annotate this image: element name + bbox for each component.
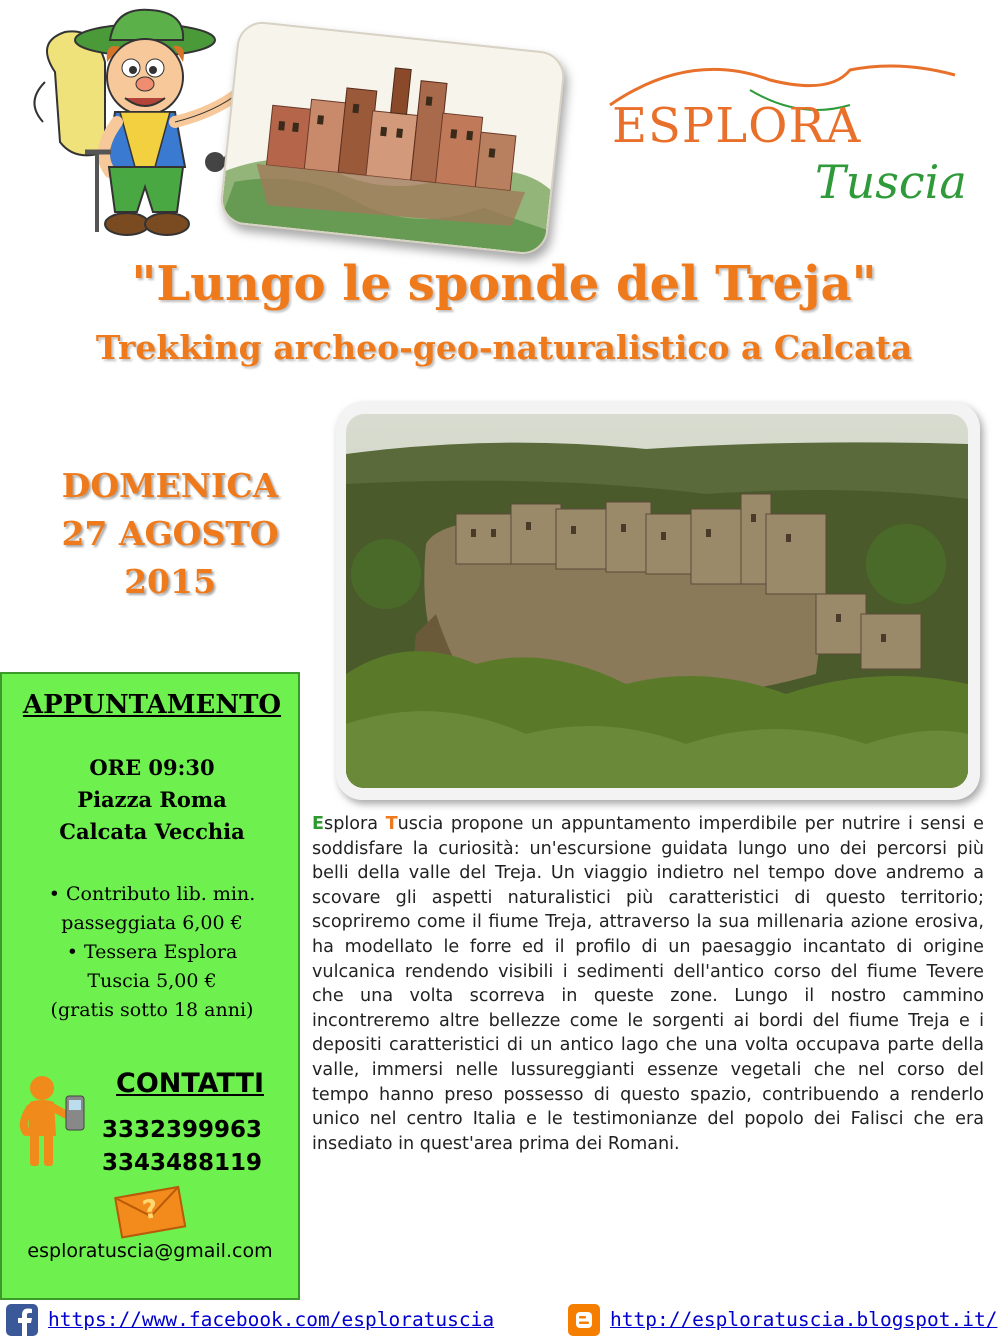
contacts-heading: CONTATTI (116, 1068, 264, 1099)
event-title: "Lungo le sponde del Treja" (131, 256, 877, 312)
envelope-question-icon (112, 1182, 190, 1240)
appointment-time: ORE 09:30 (89, 755, 215, 780)
facebook-link[interactable]: https://www.facebook.com/esploratuscia (48, 1308, 495, 1331)
appointment-place-1: Piazza Roma (77, 787, 227, 812)
date-year: 2015 (124, 562, 216, 601)
village-sketch-image (218, 19, 567, 256)
fee-line: • Tessera Esplora (66, 941, 238, 963)
desc-part-1: splora (324, 814, 386, 834)
appointment-box (0, 672, 300, 1300)
fees-list (2, 880, 302, 1025)
appointment-place-2: Calcata Vecchia (59, 819, 245, 844)
blogger-icon[interactable] (568, 1304, 600, 1336)
footer-links (0, 1300, 1008, 1344)
fee-line: Tuscia 5,00 € (87, 970, 217, 992)
appointment-heading: APPUNTAMENTO (22, 690, 282, 720)
esplora-tuscia-logo (600, 60, 967, 210)
fee-line: • Contributo lib. min. (48, 883, 256, 905)
fee-line: (gratis sotto 18 anni) (50, 999, 254, 1021)
blog-link[interactable]: http://esploratuscia.blogspot.it/ (610, 1308, 998, 1331)
phone-numbers (102, 1114, 292, 1180)
logo-word-esplora: ESPLORA (612, 98, 862, 154)
logo-word-tuscia: Tuscia (815, 155, 967, 209)
photo-frame (336, 402, 980, 800)
initial-t: T (385, 814, 398, 834)
person-phone-icon (16, 1074, 88, 1170)
facebook-icon[interactable] (6, 1304, 38, 1336)
svg-text:?: ? (140, 1194, 161, 1227)
desc-part-2: uscia propone un appuntamento imperdibile per nutrire i sensi e soddisfare la curiosità: un'escursione guidata lungo uno dei percorsi più belli della valle del Treja. Un viaggio indietro nel tempo dove andremo a scovare gli aspetti naturalistici più caratteristici di questo territorio; scopriremo come il fiume Treja, attraverso la sua millenaria azione erosiva, ha modellato le forre ed il profilo di un paesaggio incantato di origine vulcanica rendendo visibili i sedimenti dell'antico corso del fiume Tevere che una volta scorreva in queste zone. Lungo il nostro cammino incontreremo altre bellezze come le sorgenti ai bordi del fiume Treja e i depositi caratteristici di un antico lago che una volta occupava parte della valle, immersi nelle lussureggianti essenze vegetali che nel corso del tempo hanno preso possesso di questo spazio, contribuendo a renderlo unico nel centro Italia e le testimonianze del popolo dei Falisci che era insediato in quest'area prima dei Romani. (312, 814, 985, 1154)
calcata-village-photo (346, 414, 968, 788)
event-subtitle: Trekking archeo-geo-naturalistico a Calcata (95, 328, 913, 367)
date-date: 27 AGOSTO (61, 514, 279, 553)
event-date (20, 462, 320, 606)
appointment-details (2, 752, 302, 848)
date-day: DOMENICA (61, 466, 279, 505)
initial-e: E (312, 814, 325, 834)
fee-line: passeggiata 6,00 € (61, 912, 243, 934)
contact-email[interactable]: esploratuscia@gmail.com (27, 1240, 273, 1262)
phone-number[interactable]: 3332399963 (102, 1117, 263, 1143)
phone-number[interactable]: 3343488119 (102, 1150, 263, 1176)
event-description (312, 812, 984, 1156)
